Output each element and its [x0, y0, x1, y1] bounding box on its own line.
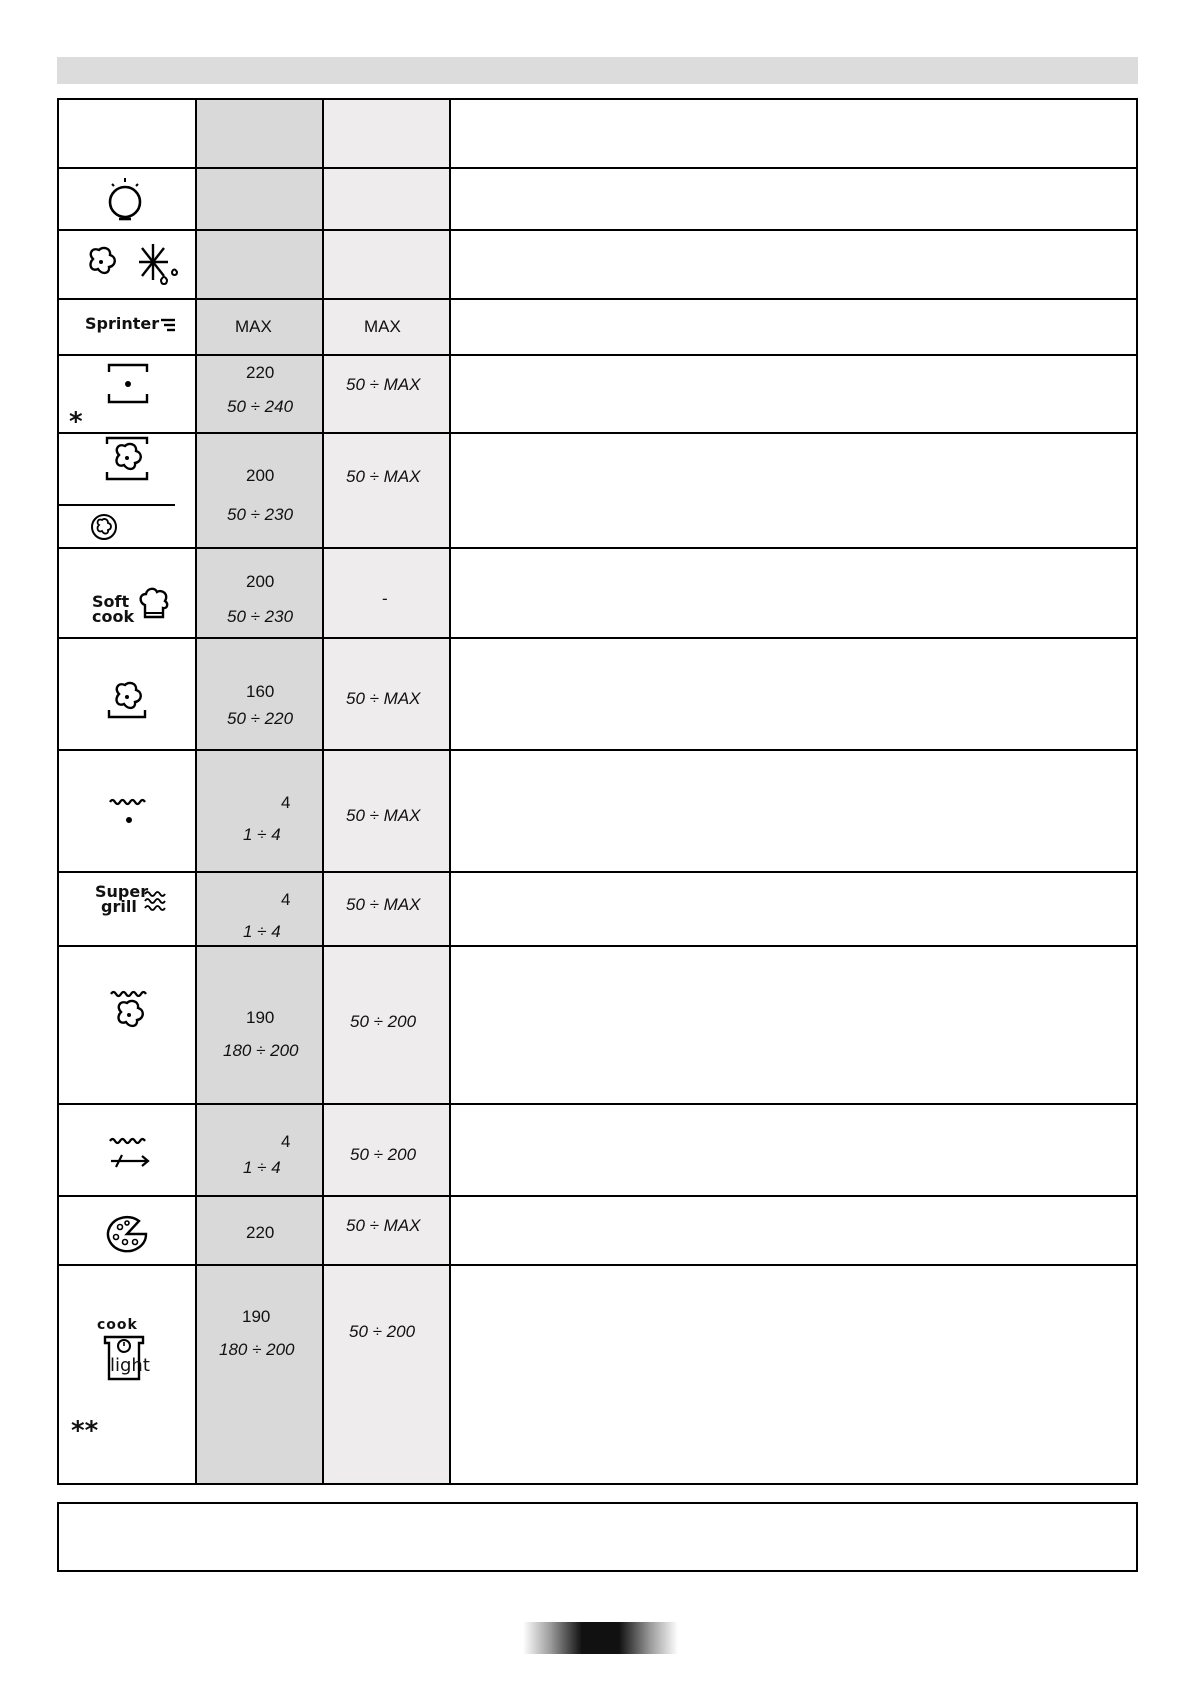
page-number-tab — [523, 1622, 678, 1654]
row-divider — [59, 298, 1136, 300]
row-divider — [59, 167, 1136, 169]
row-fan-grill-temp: 190 — [246, 1008, 275, 1027]
soft-cook-label-1: Soft — [92, 592, 130, 611]
pizza-icon — [106, 1214, 150, 1254]
column-divider — [195, 100, 197, 1483]
row-fan-bottom-core: 50 ÷ MAX — [346, 689, 421, 708]
row-grill-temp: 4 — [281, 793, 291, 812]
row-soft-cook-core: - — [382, 589, 388, 608]
oven-functions-table — [57, 98, 1138, 1485]
header-bar — [57, 57, 1138, 84]
footnote-marker: * — [69, 407, 83, 437]
row-static-range: 50 ÷ 240 — [227, 397, 294, 416]
row-divider — [59, 1195, 1136, 1197]
row-fan-bottom-temp: 160 — [246, 682, 275, 701]
cook-light-label-1: cook — [97, 1317, 138, 1333]
fan-forced-icon — [105, 436, 149, 482]
fan-bottom-heat-icon — [107, 680, 147, 720]
row-rotisserie-core: 50 ÷ 200 — [350, 1145, 417, 1164]
top-bottom-heat-icon — [107, 362, 149, 406]
fan-circle-icon — [89, 512, 119, 542]
row-fan-forced-temp: 200 — [246, 466, 275, 485]
row-cook-light-temp: 190 — [242, 1307, 271, 1326]
oven-lamp-icon — [104, 176, 146, 224]
row-super-grill-core: 50 ÷ MAX — [346, 895, 421, 914]
cook-light-label-2: light — [110, 1355, 150, 1376]
row-divider — [59, 945, 1136, 947]
row-divider — [59, 432, 1136, 434]
soft-cook-icon — [138, 587, 170, 621]
row-grill-range: 1 ÷ 4 — [243, 825, 281, 844]
row-divider — [59, 1103, 1136, 1105]
rotisserie-grill-icon — [108, 1137, 150, 1171]
row-cook-light-core: 50 ÷ 200 — [349, 1322, 416, 1341]
super-grill-icon — [143, 890, 169, 912]
row-divider — [59, 637, 1136, 639]
row-divider — [59, 547, 1136, 549]
row-static-temp: 220 — [246, 363, 275, 382]
row-fan-grill-core: 50 ÷ 200 — [350, 1012, 417, 1031]
temperature-column-shade — [195, 100, 323, 1483]
footnote-box — [57, 1502, 1138, 1572]
fan-grill-icon — [109, 990, 149, 1034]
row-divider — [59, 871, 1136, 873]
row-super-grill-temp: 4 — [281, 890, 291, 909]
grill-icon — [108, 798, 150, 828]
super-grill-label-2: grill — [101, 897, 137, 916]
row-static-core: 50 ÷ MAX — [346, 375, 421, 394]
row-cook-light-range: 180 ÷ 200 — [219, 1340, 295, 1359]
row-pizza-temp: 220 — [246, 1223, 275, 1242]
row-rotisserie-range: 1 ÷ 4 — [243, 1158, 281, 1177]
row-divider — [59, 229, 1136, 231]
core-probe-column-shade — [323, 100, 451, 1483]
column-divider — [449, 100, 451, 1483]
column-divider — [322, 100, 324, 1483]
row-sprinter-core: MAX — [364, 317, 401, 336]
row-divider — [59, 749, 1136, 751]
row-divider — [59, 1264, 1136, 1266]
soft-cook-label-2: cook — [92, 607, 135, 626]
row-fan-bottom-range: 50 ÷ 220 — [227, 709, 294, 728]
row-grill-core: 50 ÷ MAX — [346, 806, 421, 825]
footnote-marker-double: ** — [71, 1416, 99, 1446]
row-pizza-core: 50 ÷ MAX — [346, 1216, 421, 1235]
sprinter-icon-label: Sprinter — [85, 314, 160, 333]
row-divider — [59, 354, 1136, 356]
row-sprinter-temp: MAX — [235, 317, 272, 336]
row-fan-grill-range: 180 ÷ 200 — [223, 1041, 299, 1060]
icon-cell-divider — [59, 504, 175, 506]
row-soft-cook-temp: 200 — [246, 572, 275, 591]
super-grill-label-1: Super — [95, 882, 149, 901]
row-fan-forced-range: 50 ÷ 230 — [227, 505, 294, 524]
row-rotisserie-temp: 4 — [281, 1132, 291, 1151]
row-fan-forced-core: 50 ÷ MAX — [346, 467, 421, 486]
sprinter-icon — [159, 317, 177, 333]
row-super-grill-range: 1 ÷ 4 — [243, 922, 281, 941]
defrost-fan-icon — [84, 242, 182, 286]
row-soft-cook-range: 50 ÷ 230 — [227, 607, 294, 626]
